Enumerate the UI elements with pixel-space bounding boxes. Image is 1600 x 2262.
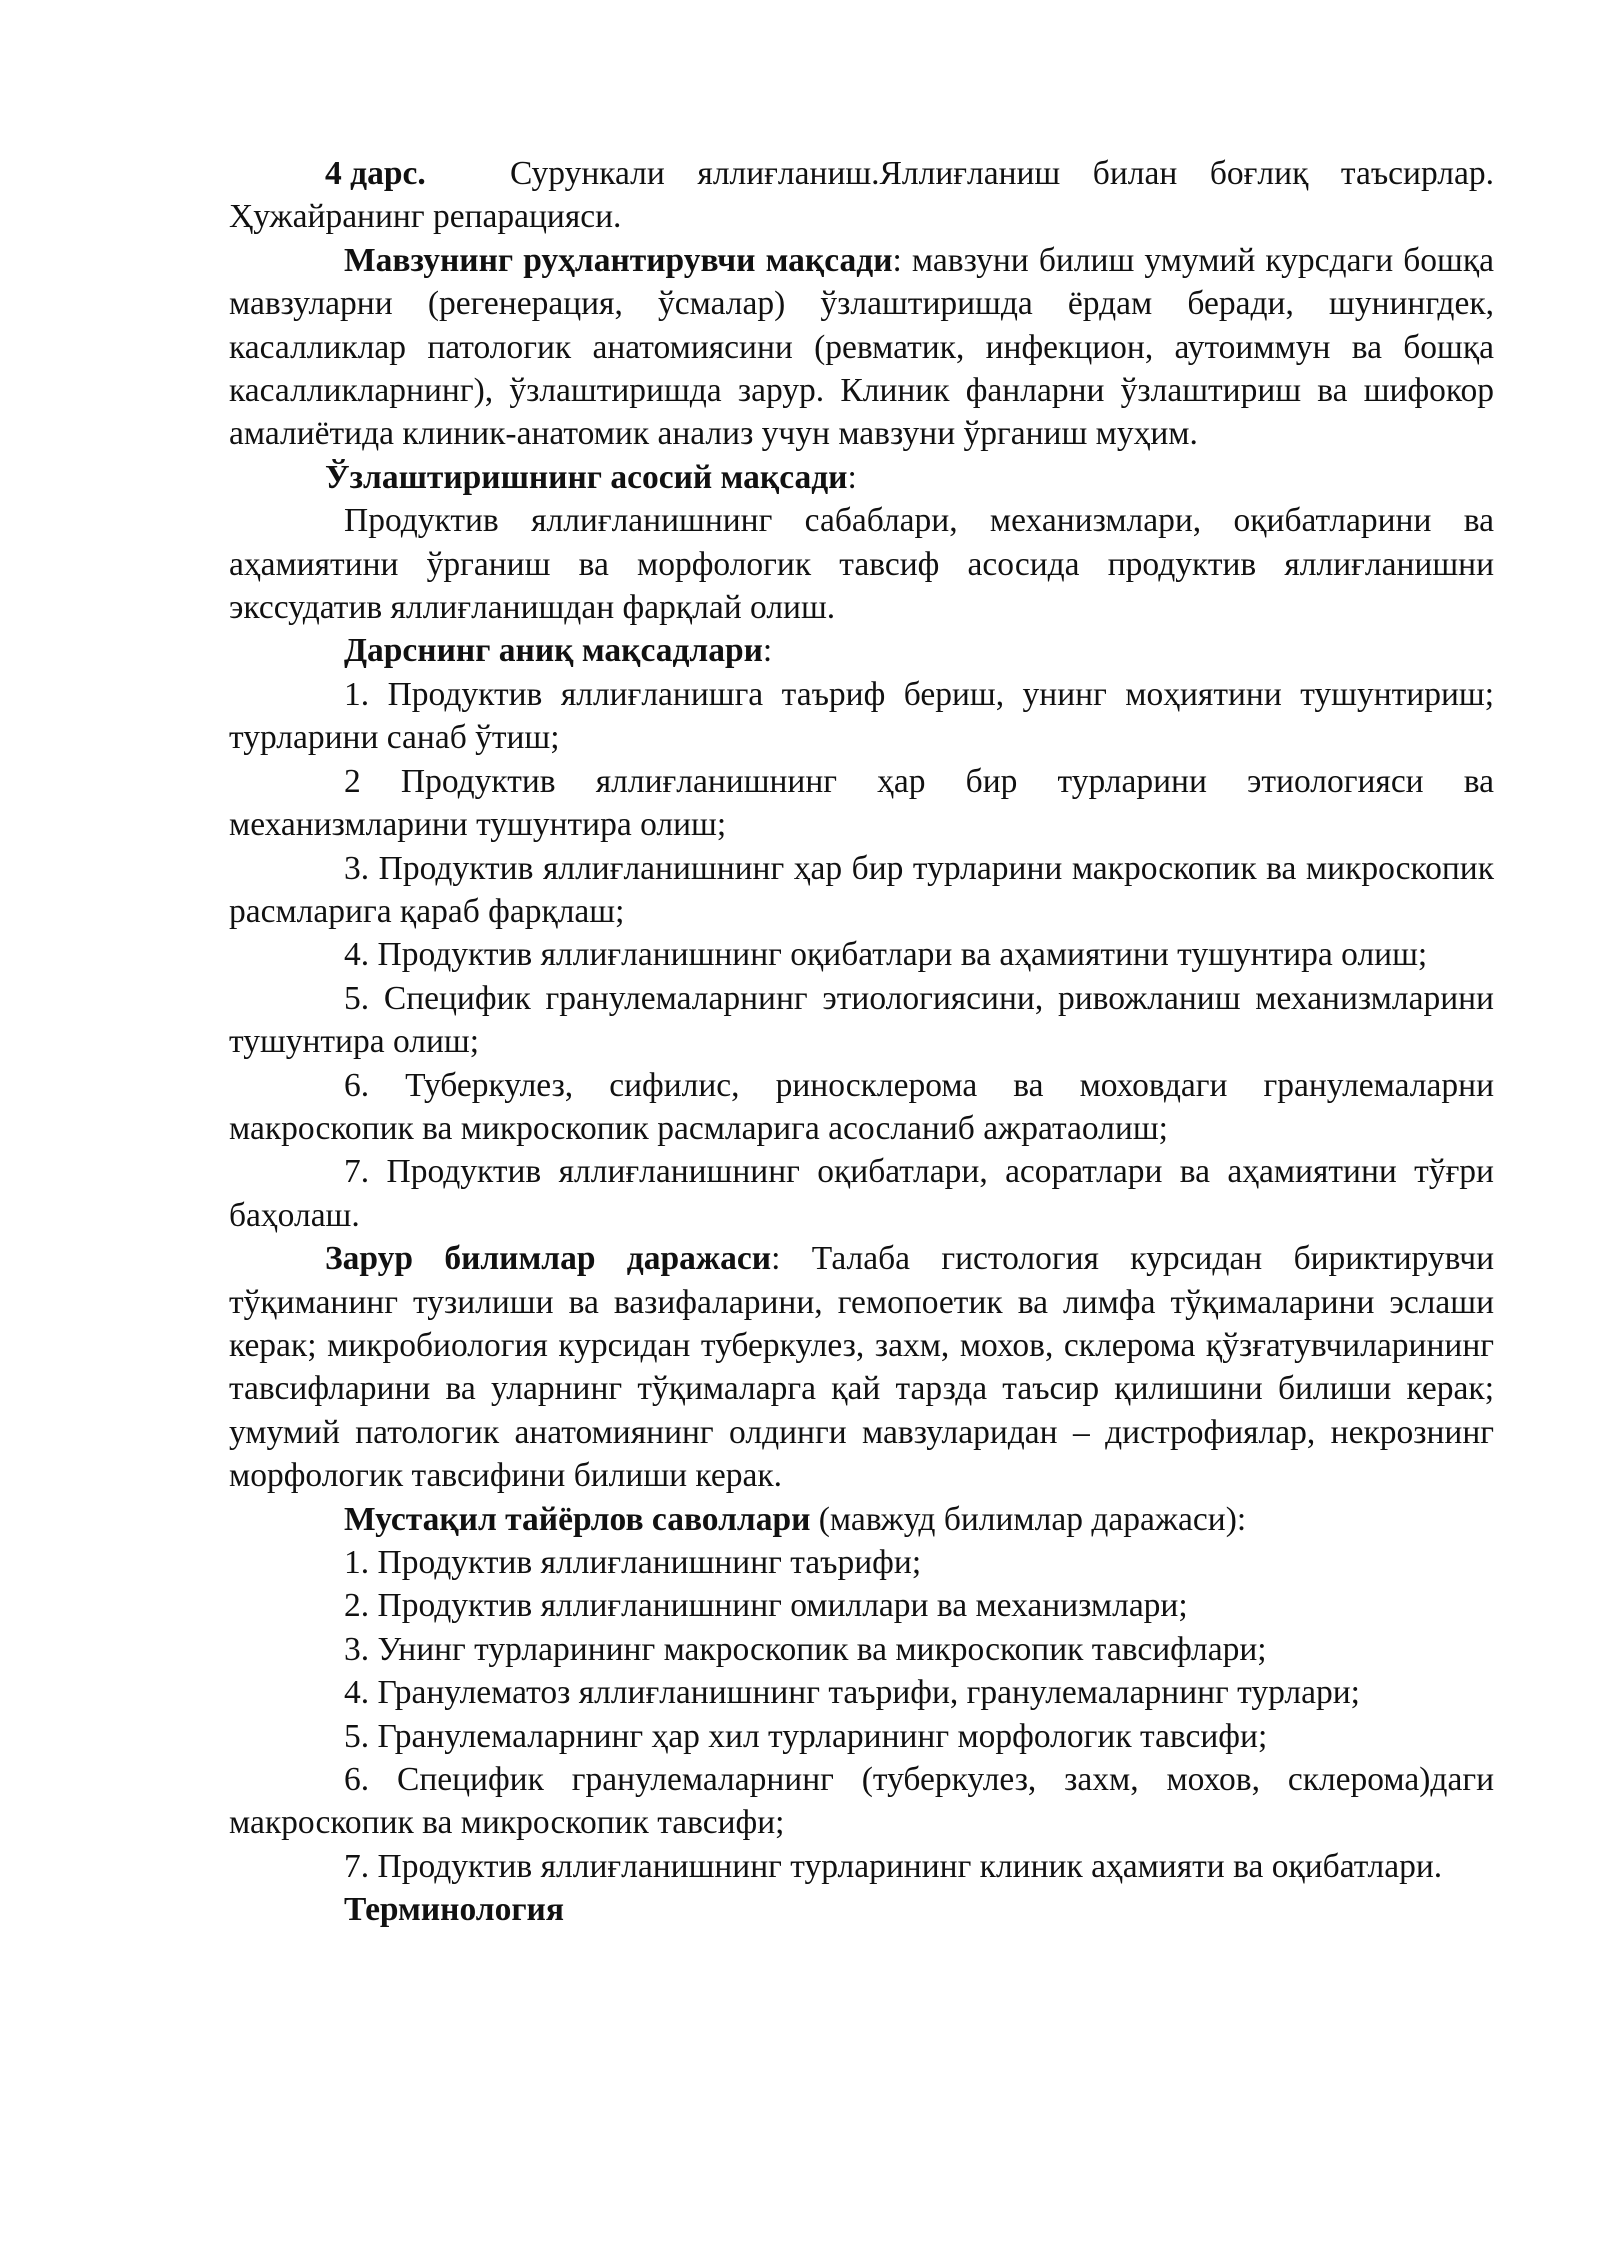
self-prep-heading-line [229, 1498, 1494, 1541]
specific-goal-item: 3. Продуктив яллиғланишнинг ҳар бир турларини макроскопик ва микроскопик расмларига қараб фарқлаш; [229, 849, 1494, 930]
specific-goal-item: 7. Продуктив яллиғланишнинг оқибатлари, асоратлари ва аҳамиятини тўғри баҳолаш. [229, 1153, 1494, 1234]
self-prep-item: 5. Гранулемаларнинг ҳар хил турларининг морфологик тавсифи; [344, 1717, 1268, 1755]
lesson-number: 4 дарс. [325, 155, 426, 192]
specific-goals-heading-line [229, 629, 1494, 672]
self-prep-item: 2. Продуктив яллиғланишнинг омиллари ва механизмлари; [344, 1587, 1188, 1625]
spiritual-goal-text: : мавзуни билиш умумий курсдаги бошқа мавзуларни (регенерация, ўсмалар) ўзлаштиришда ёрдам беради, шунингдек, касалликлар патологик анатомиясини (ревматик, инфекцион, аутоиммун ва бошқа касалликларнинг), ўзлаштиришда зарур. Клиник фанларни ўзлаштириш ва шифокор амалиётида клиник-анатомик анализ учун мавзуни ўрганиш муҳим. [229, 241, 1494, 453]
self-prep-heading: Мустақил тайёрлов саволлари [344, 1500, 811, 1538]
lesson-title: Сурункали яллиғланиш.Яллиғланиш билан боғлиқ таъсирлар. Ҳужайранинг репарацияси. [229, 155, 1494, 236]
lesson-heading [229, 152, 1494, 239]
specific-goal-item: 4. Продуктив яллиғланишнинг оқибатлари ва аҳамиятини тушунтира олиш; [344, 936, 1428, 974]
specific-goal-item: 1. Продуктив яллиғланишга таъриф бериш, унинг моҳиятини тушунтириш; турларини санаб ўтиш; [229, 675, 1494, 757]
self-prep-item: 4. Гранулематоз яллиғланишнинг таърифи, гранулемаларнинг турлари; [344, 1674, 1360, 1712]
terminology-heading-line [229, 1888, 1494, 1931]
self-prep-item: 7. Продуктив яллиғланишнинг турларининг клиник аҳамияти ва оқибатлари. [344, 1847, 1443, 1885]
spiritual-goal-heading: Мавзунинг руҳлантирувчи мақсади [344, 241, 893, 279]
specific-goals-colon: : [762, 632, 773, 670]
main-goal-colon: : [847, 458, 857, 496]
main-goal-paragraph: Продуктив яллиғланишнинг сабаблари, механизмлари, оқибатларини ва аҳамиятини ўрганиш ва морфологик тавсиф асосида продуктив яллиғланишни экссудатив яллиғланишдан фарқлай олиш. [229, 502, 1494, 627]
self-prep-item: 1. Продуктив яллиғланишнинг таърифи; [344, 1544, 922, 1581]
specific-goals-heading: Дарснинг аниқ мақсадлари [344, 632, 763, 670]
specific-goal-item: 6. Туберкулез, сифилис, риносклерома ва моховдаги гранулемаларни макроскопик ва микроскопик расмларига асосланиб ажратаолиш; [229, 1066, 1494, 1147]
knowledge-level-heading: Зарур билимлар даражаси [325, 1240, 772, 1278]
self-prep-item: 6. Специфик гранулемаларнинг (туберкулез, захм, мохов, склерома)даги макроскопик ва микроскопик тавсифи; [229, 1761, 1494, 1842]
document-body [229, 152, 1494, 1932]
knowledge-level-text: : Талаба гистология курсидан бириктирувчи тўқиманинг тузилиши ва вазифаларини, гемопоетик ва лимфа тўқималарини эслаши керак; микробиология курсидан туберкулез, захм, мохов, склерома қўзғатувчиларининг тавсифларини ва уларнинг тўқималарга қай тарзда таъсир қилишини билиши керак; умумий патологик анатомиянинг олдинги мавзуларидан – дистрофиялар, некрознинг морфологик тавсифини билиши керак. [229, 1240, 1494, 1495]
terminology-heading: Терминология [344, 1891, 564, 1929]
main-goal-heading: Ўзлаштиришнинг асосий мақсади [325, 458, 848, 496]
specific-goal-item: 2 Продуктив яллиғланишнинг ҳар бир турларини этиологияси ва механизмларини тушунтира олиш; [229, 762, 1494, 844]
knowledge-level-paragraph [229, 1237, 1494, 1497]
main-goal-heading-line [229, 456, 1494, 499]
self-prep-item: 3. Унинг турларининг макроскопик ва микроскопик тавсифлари; [344, 1630, 1267, 1668]
specific-goal-item: 5. Специфик гранулемаларнинг этиологиясини, ривожланиш механизмларини тушунтира олиш; [229, 979, 1494, 1061]
spiritual-goal-paragraph [229, 239, 1494, 456]
self-prep-note: (мавжуд билимлар даражаси): [810, 1500, 1247, 1538]
